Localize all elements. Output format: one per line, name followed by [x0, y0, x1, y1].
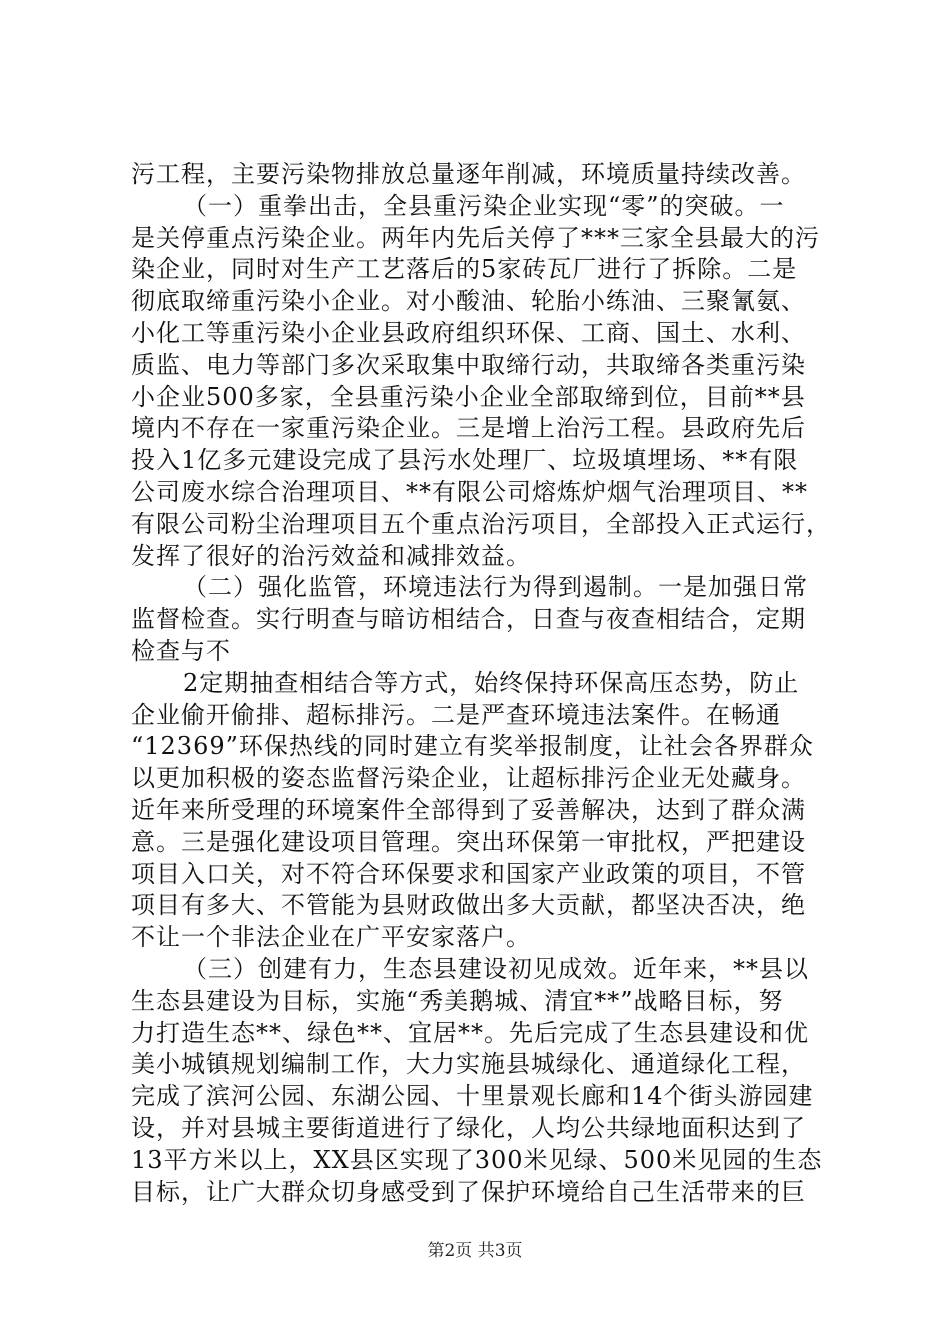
text-line: 是关停重点污染企业。两年内先后关停了***三家全县最大的污	[131, 223, 820, 252]
text-line: 公司废水综合治理项目、**有限公司熔炼炉烟气治理项目、**	[131, 477, 808, 506]
text-line: 设，并对县城主要街道进行了绿化，人均公共绿地面积达到了	[131, 1113, 806, 1142]
text-line: 监督检查。实行明查与暗访相结合，日查与夜查相结合，定期	[131, 605, 806, 634]
text-line: 质监、电力等部门多次采取集中取缔行动，共取缔各类重污染	[131, 350, 806, 379]
text-line: 检查与不	[131, 636, 231, 665]
text-line: 境内不存在一家重污染企业。三是增上治污工程。县政府先后	[131, 414, 806, 443]
text-line: 目标，让广大群众切身感受到了保护环境给自己生活带来的巨	[131, 1177, 806, 1206]
text-line: 小化工等重污染小企业县政府组织环保、工商、国土、水利、	[131, 318, 806, 347]
text-line-paragraph-start: （二）强化监管，环境违法行为得到遏制。一是加强日常	[183, 573, 808, 602]
text-line: 彻底取缔重污染小企业。对小酸油、轮胎小练油、三聚氰氨、	[131, 287, 806, 316]
text-line: 生态县建设为目标，实施“秀美鹅城、清宜**”战略目标，努	[131, 986, 784, 1015]
text-line-paragraph-start: （三）创建有力，生态县建设初见成效。近年来，**县以	[183, 954, 809, 983]
text-line: 项目有多大、不管能为县财政做出多大贡献，都坚决否决，绝	[131, 891, 806, 920]
text-line: 污工程，主要污染物排放总量逐年削减，环境质量持续改善。	[131, 160, 806, 188]
text-line: 企业偷开偷排、超标排污。二是严查环境违法案件。在畅通	[131, 700, 781, 729]
page-number-label: 第2页 共3页	[427, 1241, 523, 1261]
text-line: 不让一个非法企业在广平安家落户。	[131, 923, 531, 952]
document-body	[131, 159, 841, 1208]
text-line: 项目入口关，对不符合环保要求和国家产业政策的项目，不管	[131, 859, 806, 888]
text-line: 意。三是强化建设项目管理。突出环保第一审批权，严把建设	[131, 827, 806, 856]
text-line: 完成了滨河公园、东湖公园、十里景观长廊和14个街头游园建	[131, 1082, 814, 1111]
text-line: 投入1亿多元建设完成了县污水处理厂、垃圾填埋场、**有限	[131, 446, 799, 475]
text-line-paragraph-start: 2定期抽查相结合等方式，始终保持环保高压态势，防止	[183, 668, 800, 697]
text-line: 发挥了很好的治污效益和减排效益。	[131, 541, 531, 570]
page-footer	[0, 1240, 950, 1262]
text-line: 染企业，同时对生产工艺落后的5家砖瓦厂进行了拆除。二是	[131, 255, 798, 284]
text-line: 小企业500多家，全县重污染小企业全部取缔到位，目前**县	[131, 382, 806, 411]
text-line: “12369”环保热线的同时建立有奖举报制度，让社会各界群众	[131, 732, 814, 761]
text-line: 美小城镇规划编制工作，大力实施县城绿化、通道绿化工程，	[131, 1050, 806, 1079]
text-line: 以更加积极的姿态监督污染企业，让超标排污企业无处藏身。	[131, 764, 806, 793]
text-line: 近年来所受理的环境案件全部得到了妥善解决，达到了群众满	[131, 795, 806, 824]
text-line: 力打造生态**、绿色**、宜居**。先后完成了生态县建设和优	[131, 1018, 809, 1047]
text-line: 13平方米以上，XX县区实现了300米见绿、500米见园的生态	[131, 1145, 823, 1174]
text-line: 有限公司粉尘治理项目五个重点治污项目，全部投入正式运行，	[131, 509, 831, 538]
text-line-paragraph-start: （一）重拳出击，全县重污染企业实现“零”的突破。一	[183, 191, 785, 220]
